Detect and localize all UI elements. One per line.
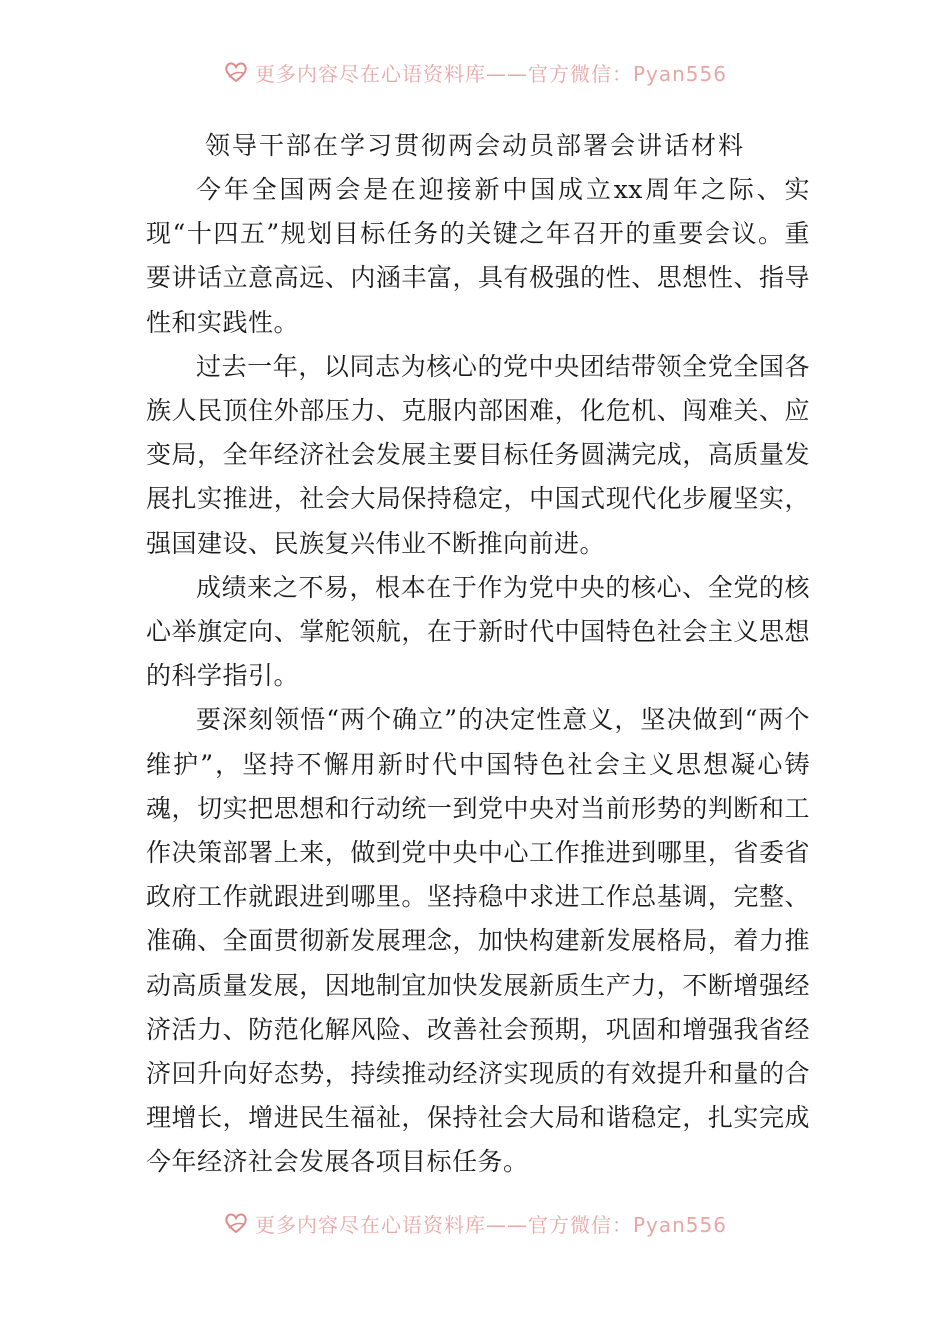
- footer-watermark: [0, 1203, 950, 1243]
- watermark-text: 更多内容尽在心语资料库——官方微信：Pyan556: [254, 61, 727, 86]
- paragraph: 今年全国两会是在迎接新中国成立xx周年之际、实现“十四五”规划目标任务的关键之年召开的重要会议。重要讲话立意高远、内涵丰富，具有极强的性、思想性、指导性和实践性。: [146, 175, 810, 337]
- watermark-text: 更多内容尽在心语资料库——官方微信：Pyan556: [254, 1212, 727, 1237]
- document-title: 领导干部在学习贯彻两会动员部署会讲话材料: [204, 131, 745, 160]
- paragraph: 成绩来之不易，根本在于作为党中央的核心、全党的核心举旗定向、掌舵领航，在于新时代中国特色社会主义思想的科学指引。: [146, 572, 810, 691]
- document-body: [146, 168, 810, 1185]
- paragraph: 过去一年，以同志为核心的党中央团结带领全党全国各族人民顶住外部压力、克服内部困难，化危机、闯难关、应变局，全年经济社会发展主要目标任务圆满完成，高质量发展扎实推进，社会大局保持稳定，中国式现代化步履坚实，强国建设、民族复兴伟业不断推向前进。: [146, 351, 810, 558]
- header-watermark: [0, 52, 950, 92]
- heart-logo-icon: [223, 59, 249, 85]
- paragraph: 要深刻领悟“两个确立”的决定性意义，坚决做到“两个维护”，坚持不懈用新时代中国特色社会主义思想凝心铸魂，切实把思想和行动统一到党中央对当前形势的判断和工作决策部署上来，做到党中央中心工作推进到哪里，省委省政府工作就跟进到哪里。坚持稳中求进工作总基调，完整、准确、全面贯彻新发展理念，加快构建新发展格局，着力推动高质量发展，因地制宜加快发展新质生产力，不断增强经济活力、防范化解风险、改善社会预期，巩固和增强我省经济回升向好态势，持续推动经济实现质的有效提升和量的合理增长，增进民生福祉，保持社会大局和谐稳定，扎实完成今年经济社会发展各项目标任务。: [146, 705, 810, 1177]
- heart-logo-icon: [223, 1210, 249, 1236]
